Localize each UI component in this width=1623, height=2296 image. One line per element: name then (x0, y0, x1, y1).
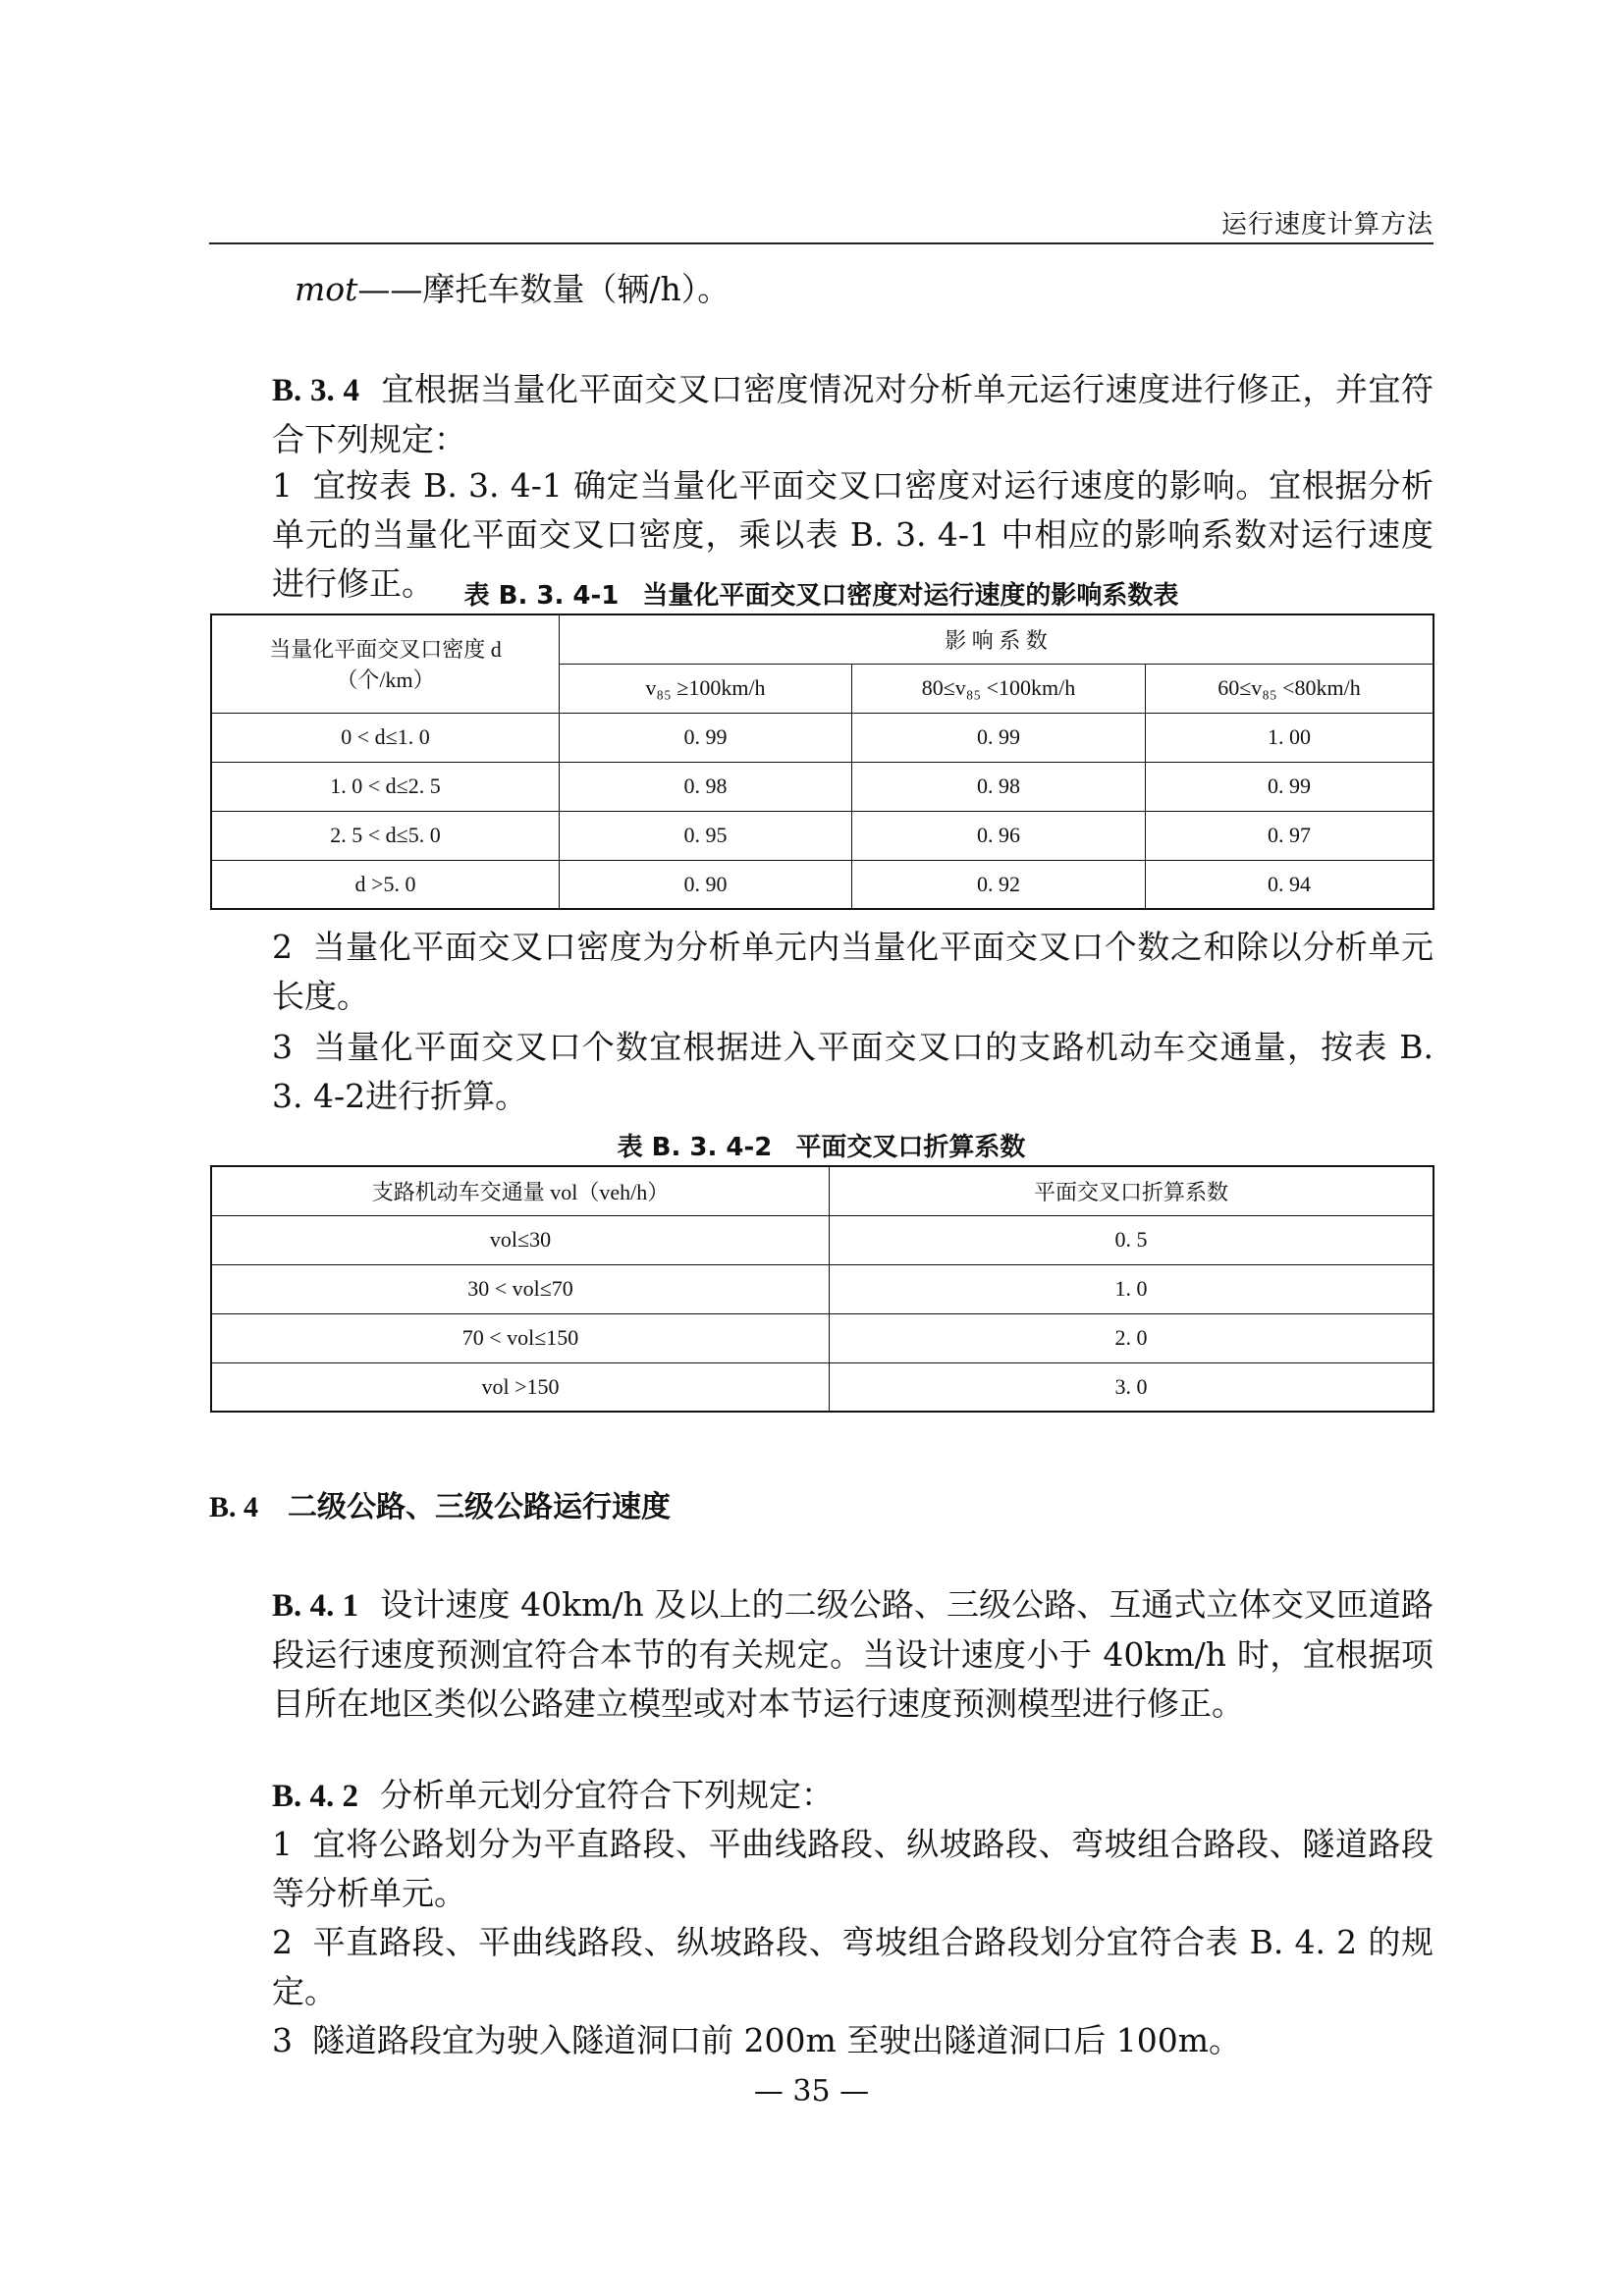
table1-range-cell: 2. 5 < d≤5. 0 (211, 811, 560, 860)
table2-col-header: 支路机动车交通量 vol（veh/h） (211, 1166, 830, 1215)
table1-title: 当量化平面交叉口密度对运行速度的影响系数表 (642, 581, 1179, 611)
table2-number: 表 B. 3. 4-2 (617, 1133, 773, 1162)
table1-value-cell: 0. 90 (560, 860, 852, 909)
clause-number: B. 4. 2 (272, 1779, 359, 1814)
table2-range-cell: vol≤30 (211, 1215, 830, 1264)
section-number: B. 4 (209, 1491, 259, 1523)
table2-title: 平面交叉口折算系数 (795, 1133, 1026, 1162)
table-row (211, 1264, 1434, 1313)
table-row (211, 713, 1434, 762)
clause-b334-item-2 (209, 923, 1434, 1021)
table1-value-cell: 0. 99 (1146, 762, 1434, 811)
item-text: 宜将公路划分为平直路段、平曲线路段、纵坡路段、弯坡组合路段、隧道路段等分析单元。 (272, 1825, 1434, 1912)
item-number: 2 (272, 1923, 293, 1961)
clause-b42-item-3 (209, 2016, 1434, 2065)
table2-range-cell: 30 < vol≤70 (211, 1264, 830, 1313)
clause-b42 (209, 1771, 1434, 1821)
table1-value-cell: 1. 00 (1146, 713, 1434, 762)
item-number: 1 (272, 466, 293, 505)
table2-value-cell: 2. 0 (830, 1313, 1434, 1362)
table1 (210, 614, 1434, 910)
table1-col-header: 80≤v₈₅ <100km/h (852, 664, 1146, 713)
table2-value-cell: 1. 0 (830, 1264, 1434, 1313)
running-header: 运行速度计算方法 (1220, 210, 1434, 240)
mot-definition (295, 265, 1375, 314)
header-rule (209, 242, 1434, 244)
table1-value-cell: 0. 95 (560, 811, 852, 860)
table2-caption (209, 1127, 1434, 1163)
clause-text: 设计速度 40km/h 及以上的二级公路、三级公路、互通式立体交叉匝道路段运行速度预测宜符合本节的有关规定。当设计速度小于 40km/h 时，宜根据项目所在地区类似公路建立模型或对本节运行速度预测模型进行修正。 (272, 1585, 1434, 1723)
clause-text: 宜根据当量化平面交叉口密度情况对分析单元运行速度进行修正，并宜符合下列规定： (272, 370, 1434, 458)
table1-value-cell: 0. 98 (852, 762, 1146, 811)
table-row (211, 1313, 1434, 1362)
clause-number: B. 3. 4 (272, 373, 360, 408)
item-text: 平直路段、平曲线路段、纵坡路段、弯坡组合路段划分宜符合表 B. 4. 2 的规定。 (272, 1923, 1434, 2010)
clause-b334-item-3 (209, 1023, 1434, 1121)
table1-value-cell: 0. 99 (560, 713, 852, 762)
table2-col-header: 平面交叉口折算系数 (830, 1166, 1434, 1215)
table1-value-cell: 0. 96 (852, 811, 1146, 860)
item-number: 2 (272, 928, 293, 966)
clause-b42-item-1 (209, 1820, 1434, 1918)
item-number: 3 (272, 1028, 293, 1066)
clause-b42-item-2 (209, 1918, 1434, 2016)
table1-number: 表 B. 3. 4-1 (463, 581, 620, 611)
clause-number: B. 4. 1 (272, 1588, 359, 1624)
table-row (211, 860, 1434, 909)
table1-group-header: 影 响 系 数 (560, 614, 1434, 664)
table1-row-header (211, 614, 560, 713)
table2-range-cell: 70 < vol≤150 (211, 1313, 830, 1362)
table1-value-cell: 0. 97 (1146, 811, 1434, 860)
table1-value-cell: 0. 99 (852, 713, 1146, 762)
table1-caption (209, 575, 1434, 612)
page-number: — 35 — (753, 2074, 870, 2109)
mot-description: ——摩托车数量（辆/h）。 (357, 270, 730, 308)
table1-value-cell: 0. 98 (560, 762, 852, 811)
mot-variable: mot (295, 270, 358, 308)
clause-b334 (209, 365, 1434, 464)
table2-value-cell: 0. 5 (830, 1215, 1434, 1264)
item-text: 隧道路段宜为驶入隧道洞口前 200m 至驶出隧道洞口后 100m。 (312, 2021, 1242, 2059)
table1-col-header: 60≤v₈₅ <80km/h (1146, 664, 1434, 713)
table2-value-cell: 3. 0 (830, 1362, 1434, 1412)
clause-text: 分析单元划分宜符合下列规定： (380, 1776, 835, 1814)
table2 (210, 1165, 1434, 1413)
table-row (211, 762, 1434, 811)
table1-col-header: v₈₅ ≥100km/h (560, 664, 852, 713)
item-number: 3 (272, 2021, 293, 2059)
table1-value-cell: 0. 92 (852, 860, 1146, 909)
table1-value-cell: 0. 94 (1146, 860, 1434, 909)
clause-b41 (209, 1580, 1434, 1729)
table-row (211, 811, 1434, 860)
table1-range-cell: 0 < d≤1. 0 (211, 713, 560, 762)
table-row (211, 1215, 1434, 1264)
item-text: 当量化平面交叉口个数宜根据进入平面交叉口的支路机动车交通量，按表 B. 3. 4-2进行折算。 (272, 1028, 1434, 1115)
section-title: 二级公路、三级公路运行速度 (288, 1490, 672, 1524)
table2-range-cell: vol >150 (211, 1362, 830, 1412)
table1-range-cell: 1. 0 < d≤2. 5 (211, 762, 560, 811)
table1-row-header-line2: （个/km） (336, 667, 435, 693)
table1-row-header-line1: 当量化平面交叉口密度 d (269, 637, 502, 663)
item-number: 1 (272, 1825, 293, 1863)
table-row (211, 1362, 1434, 1412)
item-text: 宜按表 B. 3. 4-1 确定当量化平面交叉口密度对运行速度的影响。宜根据分析单元的当量化平面交叉口密度，乘以表 B. 3. 4-1 中相应的影响系数对运行速度进行修正。 (272, 466, 1434, 603)
table1-range-cell: d >5. 0 (211, 860, 560, 909)
item-text: 当量化平面交叉口密度为分析单元内当量化平面交叉口个数之和除以分析单元长度。 (272, 928, 1434, 1015)
section-heading-b4 (209, 1482, 671, 1525)
